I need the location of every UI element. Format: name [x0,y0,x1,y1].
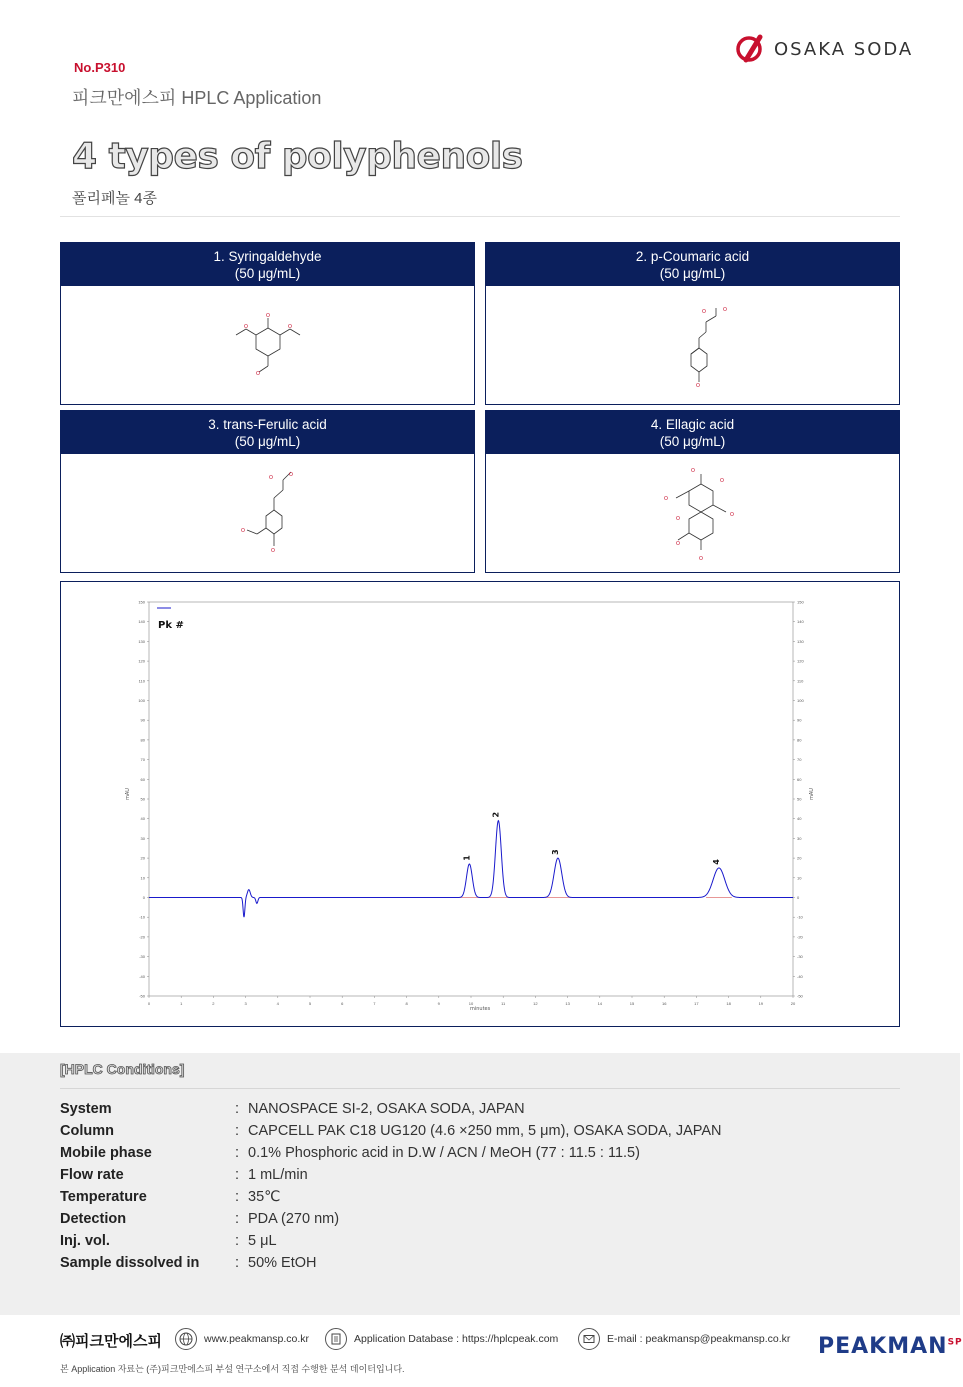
peakman-logo-text: PEAKMAN [818,1334,948,1359]
condition-colon: : [235,1145,240,1161]
condition-row [60,1255,900,1277]
y-tick-label: 130 [138,638,145,644]
condition-row [60,1167,900,1189]
conditions-divider [60,1088,900,1089]
condition-row [60,1233,900,1255]
y-tick-label-right: -10 [797,914,803,920]
y-tick-label: 20 [140,855,145,861]
condition-row [60,1101,900,1123]
y-tick-label-right: 90 [797,717,802,723]
svg-text:O: O [691,468,695,474]
y-tick-label-right: 10 [797,875,802,881]
x-tick-label: 9 [437,1001,440,1006]
footer-database[interactable] [325,1328,558,1350]
x-axis-label: minutes [470,1006,491,1012]
condition-value: 5 μL [248,1233,277,1249]
x-tick-label: 3 [244,1001,247,1006]
y-tick-label-right: 100 [797,698,804,703]
x-tick-label: 4 [276,1001,279,1006]
condition-key: Sample dissolved in [60,1255,200,1271]
condition-colon: : [235,1167,240,1183]
y-tick-label: 100 [138,698,145,703]
x-tick-label: 18 [726,1001,731,1006]
condition-value: 50% EtOH [248,1255,317,1271]
x-tick-label: 19 [758,1001,764,1006]
conditions-title: [HPLC Conditions] [60,1061,185,1077]
y-axis-label-right: mAU [809,788,815,800]
y-tick-label: -30 [139,954,145,960]
y-tick-label-right: 120 [797,658,804,664]
y-tick-label: 140 [138,619,145,625]
compound-concentration: (50 μg/mL) [234,434,301,449]
x-tick-label: 6 [341,1001,344,1006]
plot-frame [149,602,793,996]
peak-label: 3 [550,849,560,855]
condition-row [60,1145,900,1167]
svg-text:O: O [676,541,680,547]
condition-row [60,1211,900,1233]
structure-area [486,454,899,572]
svg-text:O: O [244,324,248,330]
chromatogram-chart [61,582,899,1026]
y-tick-label: -50 [139,993,145,999]
condition-value: PDA (270 nm) [248,1211,340,1227]
chromatogram-trace [149,821,793,918]
y-tick-label-right: 60 [797,776,802,782]
y-tick-label-right: -30 [797,954,803,960]
x-tick-label: 8 [405,1001,408,1006]
footer-company-name: ㈜피크만에스피 [60,1333,162,1350]
compound-card-header [61,243,474,286]
condition-key: Inj. vol. [60,1233,110,1249]
structure-area [486,286,899,404]
condition-key: Temperature [60,1189,147,1205]
structure-area [61,454,474,572]
svg-text:O: O [271,548,275,554]
y-tick-label-right: 130 [797,638,804,644]
compound-card-header [61,411,474,454]
x-tick-label: 1 [180,1001,183,1006]
chromatogram-panel [60,581,900,1027]
footer-note: 본 Application 자료는 (주)피크만에스피 부설 연구소에서 직접 수행한 분석 데이터입니다. [60,1364,405,1374]
peak-label: 2 [491,811,501,818]
chart-tick-labels [138,600,804,1007]
condition-value: 35℃ [248,1189,281,1205]
y-tick-label: 80 [140,737,145,743]
y-tick-label-right: 20 [797,855,802,861]
condition-colon: : [235,1255,240,1271]
y-tick-label-right: 0 [797,895,800,900]
y-tick-label: 10 [140,875,145,881]
y-tick-label-right: 80 [797,737,802,743]
y-tick-label: 40 [140,816,145,822]
y-tick-label-right: 110 [797,678,804,684]
svg-text:O: O [289,472,293,478]
condition-row [60,1123,900,1145]
compound-card-syringaldehyde [60,242,475,405]
x-tick-label: 0 [147,1001,151,1006]
compound-card-p-coumaric-acid [485,242,900,405]
y-tick-label-right: 50 [797,796,802,802]
peak-label: 1 [462,855,472,861]
chart-title: Pk # [158,620,184,631]
peakman-logo [818,1334,963,1359]
y-tick-label-right: -50 [797,993,803,999]
compound-card-trans-ferulic-acid [60,410,475,573]
y-tick-label-right: 40 [797,816,802,822]
page-title-korean: 폴리페놀 4종 [72,190,157,207]
document-number: No.P310 [74,60,126,75]
structure-area [61,286,474,404]
y-tick-label: 90 [140,717,145,723]
condition-value: 1 mL/min [248,1167,308,1183]
condition-value: 0.1% Phosphoric acid in D.W / ACN / MeOH (77 : 11.5 : 11.5) [248,1145,640,1161]
svg-text:O: O [720,478,724,484]
y-tick-label: 150 [138,599,145,605]
page-title: 4 types of polyphenols [72,136,523,177]
compound-concentration: (50 μg/mL) [659,434,726,449]
svg-text:O: O [702,309,706,315]
svg-text:O: O [288,324,292,330]
x-tick-label: 16 [661,1001,667,1006]
x-tick-label: 13 [565,1001,570,1006]
svg-text:O: O [664,496,668,502]
peakman-logo-sup: SP [947,1337,963,1348]
chart-axes [147,602,795,998]
compound-name: 2. p-Coumaric acid [635,249,750,264]
condition-row [60,1189,900,1211]
y-tick-label: -40 [139,973,145,979]
compound-card-ellagic-acid [485,410,900,573]
page-header [0,0,960,230]
condition-colon: : [235,1101,240,1117]
p-coumaric-acid-structure [486,286,899,404]
svg-text:O: O [696,383,700,389]
x-tick-label: 2 [212,1001,215,1006]
osaka-soda-logo [734,34,913,64]
y-axis-label: mAU [125,788,131,800]
condition-value: CAPCELL PAK C18 UG120 (4.6 ×250 mm, 5 μm), OSAKA SODA, JAPAN [248,1123,722,1139]
y-tick-label-right: -20 [797,934,803,940]
svg-text:O: O [723,307,727,313]
svg-text:O: O [676,516,680,522]
y-tick-label-right: 140 [797,619,804,625]
x-tick-label: 20 [790,1001,796,1006]
y-tick-label: 120 [138,658,145,664]
compound-name: 1. Syringaldehyde [213,249,322,264]
document-subtitle: 피크만에스피 HPLC Application [72,88,322,108]
y-tick-label: 70 [140,757,145,763]
y-tick-label: 50 [140,796,145,802]
mail-icon [578,1328,600,1350]
condition-colon: : [235,1233,240,1249]
x-tick-label: 15 [629,1001,635,1006]
header-divider [60,216,900,217]
y-tick-label: -20 [139,934,145,940]
y-tick-label: 110 [138,678,145,684]
compound-name: 3. trans-Ferulic acid [208,417,327,432]
y-tick-label: 30 [140,835,145,841]
footer-website-link[interactable]: www.peakmansp.co.kr [204,1333,310,1345]
y-tick-label-right: 150 [797,599,804,605]
footer-email[interactable] [578,1328,790,1350]
svg-text:O: O [269,475,273,481]
y-tick-label: -10 [139,914,145,920]
condition-key: Column [60,1123,114,1139]
y-tick-label-right: 70 [797,757,802,763]
compound-card-header [486,243,899,286]
condition-colon: : [235,1123,240,1139]
footer-email-link[interactable]: E-mail : peakmansp@peakmansp.co.kr [607,1333,791,1345]
x-tick-label: 11 [501,1001,506,1006]
condition-colon: : [235,1189,240,1205]
x-tick-label: 7 [373,1001,376,1006]
osaka-soda-logo-icon [734,34,770,64]
condition-colon: : [235,1211,240,1227]
page-footer [0,1315,960,1387]
x-tick-label: 14 [597,1001,603,1006]
footer-website[interactable] [175,1328,309,1350]
condition-key: Mobile phase [60,1145,152,1161]
svg-text:O: O [730,512,734,518]
svg-text:O: O [699,556,703,562]
compound-card-header [486,411,899,454]
svg-text:O: O [241,528,245,534]
document-icon [325,1328,347,1350]
x-tick-label: 12 [533,1001,538,1006]
logo-text: OSAKA SODA [774,38,914,60]
y-tick-label-right: -40 [797,973,803,979]
x-tick-label: 17 [694,1001,699,1006]
compound-concentration: (50 μg/mL) [659,266,726,281]
y-tick-label: 60 [140,776,145,782]
y-tick-label: 0 [142,895,145,900]
condition-key: System [60,1101,112,1117]
x-tick-label: 5 [308,1001,312,1006]
svg-text:O: O [266,313,270,319]
footer-database-link[interactable]: Application Database : https://hplcpeak.com [354,1333,559,1345]
x-tick-label: 10 [468,1001,474,1006]
compound-concentration: (50 μg/mL) [234,266,301,281]
y-tick-label-right: 30 [797,835,802,841]
ellagic-acid-structure [486,454,899,572]
condition-key: Flow rate [60,1167,124,1183]
svg-text:O: O [256,371,260,377]
globe-icon [175,1328,197,1350]
syringaldehyde-structure [61,286,474,404]
condition-key: Detection [60,1211,127,1227]
trans-ferulic-acid-structure [61,454,474,572]
compound-name: 4. Ellagic acid [650,417,735,432]
condition-value: NANOSPACE SI-2, OSAKA SODA, JAPAN [248,1101,525,1117]
peak-label: 4 [711,859,721,865]
